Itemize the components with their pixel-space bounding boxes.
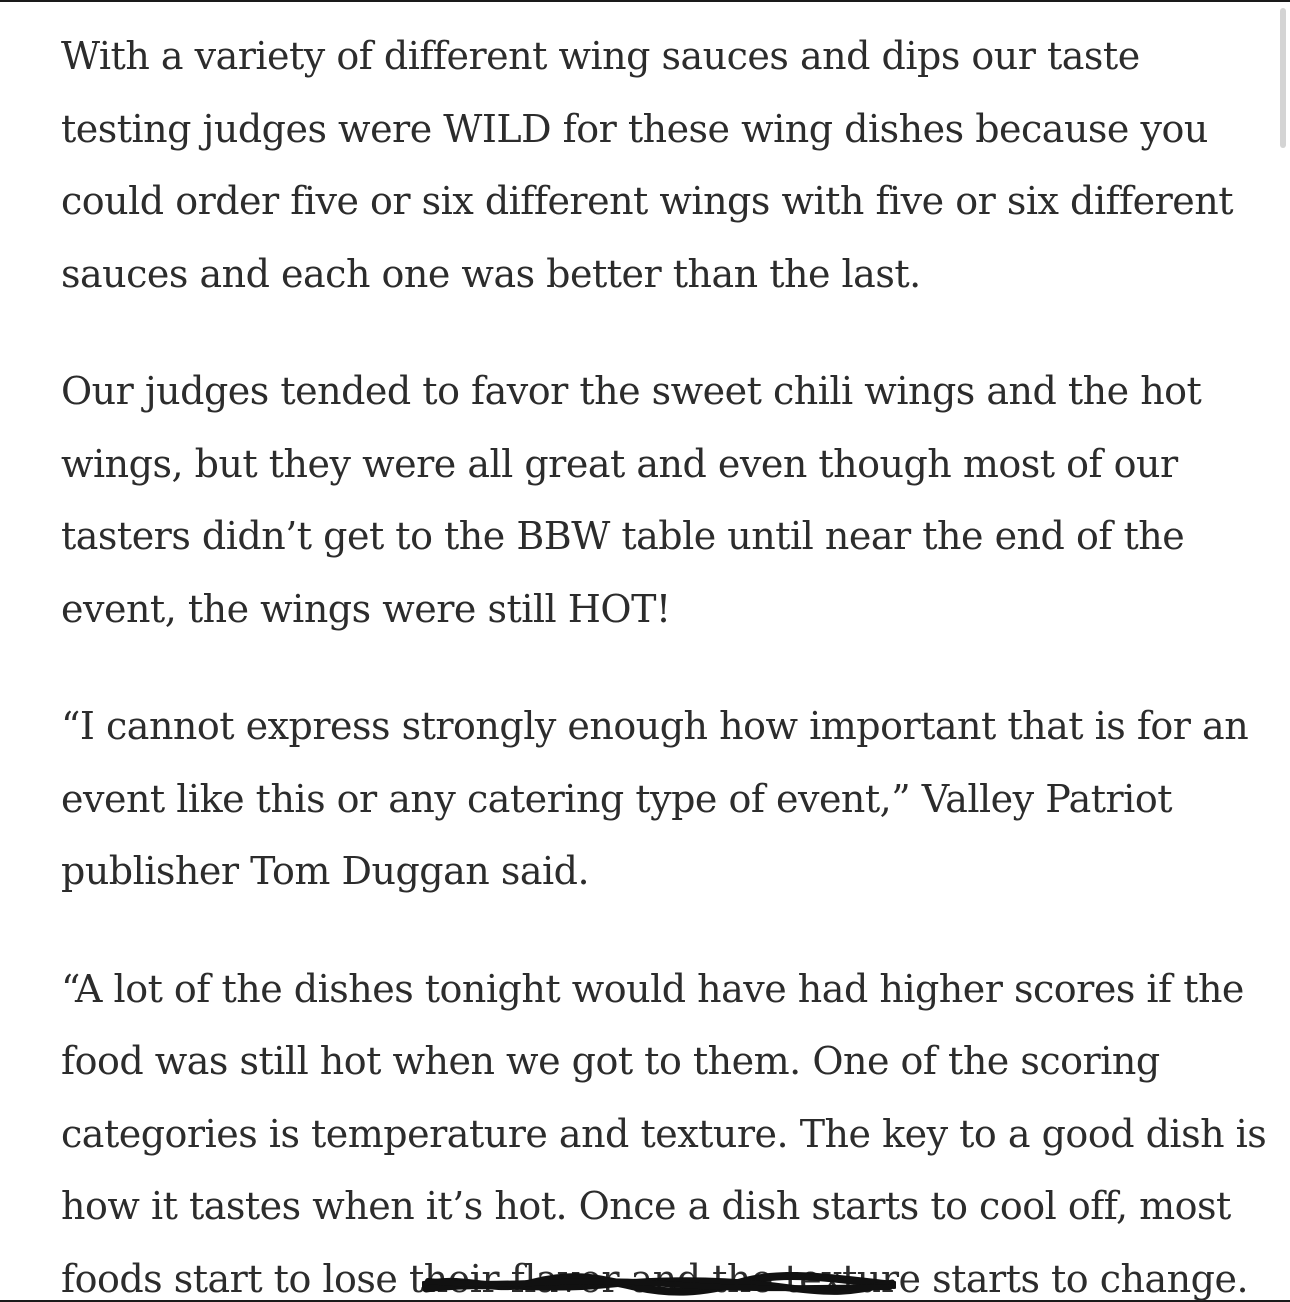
text-line: wings, but they were all great and even though most of our — [61, 441, 1178, 486]
paragraph-1 — [61, 20, 1261, 310]
paragraph-3 — [61, 690, 1261, 908]
paragraph-4 — [61, 953, 1267, 1302]
text-line: With a variety of different wing sauces and dips our taste — [61, 34, 1140, 78]
text-line: categories is temperature and texture. The key to a good dish is — [61, 1111, 1267, 1156]
scribbled-text-content: heir flavor and the textur — [423, 1256, 899, 1301]
text-after-scribble: e starts to change. — [898, 1256, 1249, 1301]
scrollbar-thumb[interactable] — [1280, 8, 1286, 148]
scribbled-text — [424, 1243, 899, 1302]
text-line: “A lot of the dishes tonight would have had higher scores if the — [61, 966, 1244, 1011]
text-before-scribble: foods start to lose t — [61, 1256, 424, 1301]
text-line: how it tastes when it’s hot. Once a dish starts to cool off, most — [61, 1184, 1231, 1228]
article-body — [61, 20, 1267, 1302]
text-line: event like this or any catering type of event,” Valley Patriot — [61, 776, 1172, 821]
text-line: event, the wings were still HOT! — [61, 586, 671, 631]
paragraph-2 — [61, 355, 1261, 645]
text-line: could order five or six different wings with five or six different — [61, 179, 1233, 223]
text-line: “I cannot express strongly enough how important that is for an — [61, 704, 1249, 748]
text-line: food was still hot when we got to them. One of the scoring — [61, 1039, 1160, 1083]
scrollbar[interactable] — [1276, 2, 1290, 1300]
text-line: testing judges were WILD for these wing dishes because you — [61, 106, 1208, 151]
text-line: sauces and each one was better than the last. — [61, 251, 921, 296]
text-line: Our judges tended to favor the sweet chili wings and the hot — [61, 369, 1202, 413]
text-line: tasters didn’t get to the BBW table until near the end of the — [61, 514, 1185, 558]
text-line-last — [61, 1243, 1261, 1302]
text-line: publisher Tom Duggan said. — [61, 849, 590, 893]
